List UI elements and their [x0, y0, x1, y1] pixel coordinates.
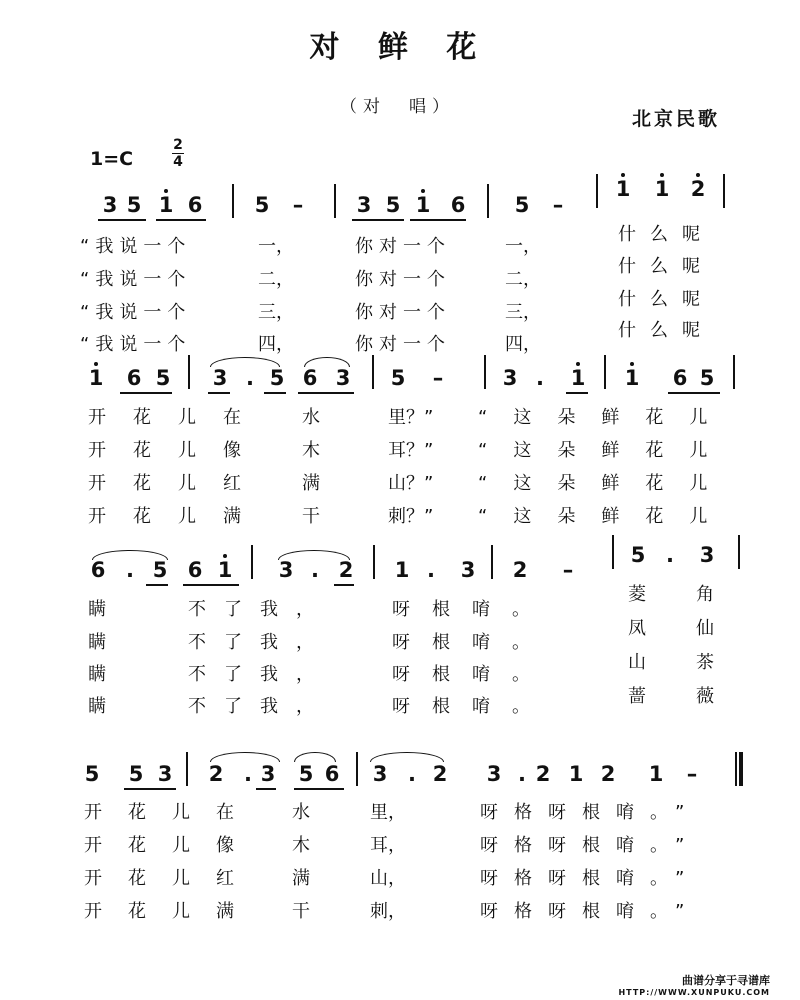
- note-glyph: 3: [102, 193, 118, 217]
- bar-line: [188, 355, 190, 389]
- lyric: 不了我，: [188, 599, 332, 620]
- note-glyph: 5: [254, 193, 270, 217]
- lyric: 呀格呀根唷。”: [480, 802, 701, 823]
- time-signature-bottom: 4: [173, 154, 183, 170]
- slur: [210, 357, 280, 367]
- note-glyph: 2: [208, 762, 224, 786]
- note-glyph: 6: [672, 366, 688, 390]
- note-glyph: 5: [390, 366, 406, 390]
- lyric: 不了我，: [188, 696, 332, 717]
- lyric: 开花儿像: [88, 440, 268, 461]
- time-signature: [172, 138, 184, 169]
- octave-dot: [621, 173, 625, 177]
- slur: [304, 357, 350, 367]
- note-glyph: 3: [699, 543, 715, 567]
- lyric: 刺，: [370, 901, 406, 922]
- lyric: 开花儿满: [84, 901, 260, 922]
- eighth-underline: [264, 392, 286, 394]
- note-glyph: 2: [338, 558, 354, 582]
- note-glyph: .: [518, 762, 526, 786]
- bar-line: [735, 752, 737, 786]
- lyric: 角: [696, 584, 714, 605]
- lyric: 水: [292, 802, 310, 823]
- watermark-url: HTTP://WWW.XUNPUKU.COM: [618, 988, 770, 997]
- lyric: 瞒: [88, 664, 106, 685]
- note-glyph: .: [244, 762, 252, 786]
- lyric: 菱: [628, 584, 646, 605]
- lyric: 呀根唷。: [392, 599, 552, 620]
- lyric: 呀格呀根唷。”: [480, 901, 701, 922]
- note-glyph: –: [562, 558, 574, 582]
- note-glyph: 5: [385, 193, 401, 217]
- bar-line: [491, 545, 493, 579]
- note-glyph: .: [311, 558, 319, 582]
- lyric: 呀根唷。: [392, 664, 552, 685]
- lyric: 瞒: [88, 599, 106, 620]
- octave-dot: [164, 189, 168, 193]
- song-title: 对 鲜 花: [309, 30, 491, 65]
- lyric: “这朵鲜花儿: [478, 407, 734, 428]
- lyric: 三，: [258, 302, 294, 323]
- lyric: 干: [302, 506, 320, 527]
- lyric: 茶: [696, 652, 714, 673]
- watermark: [618, 972, 770, 997]
- note-glyph: 3: [502, 366, 518, 390]
- bar-line: [738, 535, 740, 569]
- note-glyph: 2: [600, 762, 616, 786]
- slur: [294, 752, 336, 762]
- lyric: 仙: [696, 618, 714, 639]
- lyric: 一，: [258, 236, 294, 257]
- lyric: 干: [292, 901, 310, 922]
- lyric: 呀格呀根唷。”: [480, 835, 701, 856]
- lyric: 开花儿红: [88, 473, 268, 494]
- lyric: 刺？”: [388, 506, 434, 527]
- lyric: “我说一个: [80, 302, 192, 323]
- note-glyph: 3: [278, 558, 294, 582]
- song-origin: 北京民歌: [632, 108, 721, 130]
- lyric: 什么呢: [618, 289, 714, 310]
- eighth-underline: [566, 392, 588, 394]
- bar-line: [604, 355, 606, 389]
- lyric: 满: [292, 868, 310, 889]
- note-glyph: 5: [269, 366, 285, 390]
- eighth-underline: [410, 219, 466, 221]
- note-glyph: 6: [187, 558, 203, 582]
- note-glyph: 3: [212, 366, 228, 390]
- watermark-source: 曲谱分享于寻谱库: [682, 974, 770, 987]
- note-glyph: 1: [217, 558, 233, 582]
- eighth-underline: [120, 392, 172, 394]
- note-glyph: –: [552, 193, 564, 217]
- lyric: 呀格呀根唷。”: [480, 868, 701, 889]
- lyric: 开花儿像: [84, 835, 260, 856]
- note-glyph: –: [432, 366, 444, 390]
- note-glyph: 3: [335, 366, 351, 390]
- lyric: 你对一个: [355, 334, 451, 355]
- note-glyph: .: [536, 366, 544, 390]
- note-glyph: 1: [415, 193, 431, 217]
- lyric: 水: [302, 407, 320, 428]
- bar-line: [484, 355, 486, 389]
- octave-dot: [630, 362, 634, 366]
- bar-line: [356, 752, 358, 786]
- lyric: “这朵鲜花儿: [478, 473, 734, 494]
- note-glyph: 1: [570, 366, 586, 390]
- lyric: 二，: [258, 269, 294, 290]
- lyric: 凤: [628, 618, 646, 639]
- note-glyph: 6: [302, 366, 318, 390]
- octave-dot: [94, 362, 98, 366]
- bar-line: [487, 184, 489, 218]
- lyric: 开花儿在: [84, 802, 260, 823]
- bar-line: [372, 355, 374, 389]
- eighth-underline: [298, 392, 354, 394]
- note-glyph: 5: [630, 543, 646, 567]
- note-glyph: 5: [84, 762, 100, 786]
- eighth-underline: [146, 584, 168, 586]
- note-glyph: .: [126, 558, 134, 582]
- note-glyph: .: [427, 558, 435, 582]
- lyric: 不了我，: [188, 632, 332, 653]
- eighth-underline: [334, 584, 354, 586]
- lyric: 木: [292, 835, 310, 856]
- eighth-underline: [294, 788, 344, 790]
- note-glyph: 1: [394, 558, 410, 582]
- eighth-underline: [352, 219, 404, 221]
- slur: [370, 752, 444, 762]
- lyric: 山？”: [388, 473, 434, 494]
- bar-line: [334, 184, 336, 218]
- note-glyph: 3: [260, 762, 276, 786]
- lyric: 开花儿红: [84, 868, 260, 889]
- note-glyph: 5: [128, 762, 144, 786]
- note-glyph: 1: [615, 177, 631, 201]
- note-glyph: 6: [187, 193, 203, 217]
- lyric: 木: [302, 440, 320, 461]
- note-glyph: 5: [152, 558, 168, 582]
- bar-line: [251, 545, 253, 579]
- final-bar-line: [739, 752, 743, 786]
- lyric: 什么呢: [618, 256, 714, 277]
- lyric: 你对一个: [355, 236, 451, 257]
- slur: [210, 752, 280, 762]
- lyric: “这朵鲜花儿: [478, 506, 734, 527]
- time-signature-top: 2: [173, 137, 183, 153]
- bar-line: [733, 355, 735, 389]
- note-glyph: 6: [450, 193, 466, 217]
- note-glyph: 5: [699, 366, 715, 390]
- octave-dot: [421, 189, 425, 193]
- octave-dot: [660, 173, 664, 177]
- lyric: 山，: [370, 868, 406, 889]
- bar-line: [596, 174, 598, 208]
- lyric: 你对一个: [355, 269, 451, 290]
- lyric: 里，: [370, 802, 406, 823]
- lyric: 不了我，: [188, 664, 332, 685]
- note-glyph: 3: [372, 762, 388, 786]
- lyric: 呀根唷。: [392, 632, 552, 653]
- bar-line: [232, 184, 234, 218]
- eighth-underline: [156, 219, 206, 221]
- eighth-underline: [256, 788, 276, 790]
- note-glyph: 1: [158, 193, 174, 217]
- eighth-underline: [124, 788, 176, 790]
- note-glyph: 2: [512, 558, 528, 582]
- lyric: 山: [628, 652, 646, 673]
- slur: [92, 550, 168, 560]
- lyric: 耳？”: [388, 440, 434, 461]
- note-glyph: 1: [624, 366, 640, 390]
- note-glyph: 5: [155, 366, 171, 390]
- lyric: 三，: [505, 302, 541, 323]
- octave-dot: [223, 554, 227, 558]
- note-glyph: –: [686, 762, 698, 786]
- eighth-underline: [98, 219, 146, 221]
- lyric: 蔷: [628, 686, 646, 707]
- eighth-underline: [183, 584, 239, 586]
- note-glyph: 1: [568, 762, 584, 786]
- lyric: 四，: [505, 334, 541, 355]
- lyric: “我说一个: [80, 334, 192, 355]
- note-glyph: 2: [690, 177, 706, 201]
- lyric: 耳，: [370, 835, 406, 856]
- note-glyph: 6: [90, 558, 106, 582]
- lyric: “这朵鲜花儿: [478, 440, 734, 461]
- lyric: 薇: [696, 686, 714, 707]
- bar-line: [612, 535, 614, 569]
- octave-dot: [576, 362, 580, 366]
- note-glyph: 2: [432, 762, 448, 786]
- note-glyph: .: [666, 543, 674, 567]
- note-glyph: 6: [126, 366, 142, 390]
- lyric: 瞒: [88, 696, 106, 717]
- lyric: 开花儿满: [88, 506, 268, 527]
- note-glyph: 1: [654, 177, 670, 201]
- lyric: 二，: [505, 269, 541, 290]
- eighth-underline: [668, 392, 720, 394]
- note-glyph: .: [408, 762, 416, 786]
- lyric: 满: [302, 473, 320, 494]
- lyric: 什么呢: [618, 320, 714, 341]
- octave-dot: [696, 173, 700, 177]
- lyric: 里？”: [388, 407, 434, 428]
- note-glyph: 6: [324, 762, 340, 786]
- slur: [278, 550, 350, 560]
- bar-line: [373, 545, 375, 579]
- note-glyph: 5: [298, 762, 314, 786]
- lyric: 四，: [258, 334, 294, 355]
- lyric: “我说一个: [80, 236, 192, 257]
- note-glyph: 2: [535, 762, 551, 786]
- note-glyph: .: [246, 366, 254, 390]
- bar-line: [186, 752, 188, 786]
- note-glyph: 1: [648, 762, 664, 786]
- lyric: 开花儿在: [88, 407, 268, 428]
- lyric: 瞒: [88, 632, 106, 653]
- note-glyph: 5: [126, 193, 142, 217]
- key-signature: 1=C: [90, 148, 134, 170]
- note-glyph: 3: [157, 762, 173, 786]
- bar-line: [723, 174, 725, 208]
- note-glyph: 5: [514, 193, 530, 217]
- lyric: 呀根唷。: [392, 696, 552, 717]
- lyric: 一，: [505, 236, 541, 257]
- lyric: 你对一个: [355, 302, 451, 323]
- note-glyph: –: [292, 193, 304, 217]
- lyric: 什么呢: [618, 224, 714, 245]
- note-glyph: 3: [460, 558, 476, 582]
- lyric: “我说一个: [80, 269, 192, 290]
- note-glyph: 3: [356, 193, 372, 217]
- song-subtitle: （对 唱）: [340, 97, 455, 117]
- note-glyph: 1: [88, 366, 104, 390]
- eighth-underline: [208, 392, 230, 394]
- note-glyph: 3: [486, 762, 502, 786]
